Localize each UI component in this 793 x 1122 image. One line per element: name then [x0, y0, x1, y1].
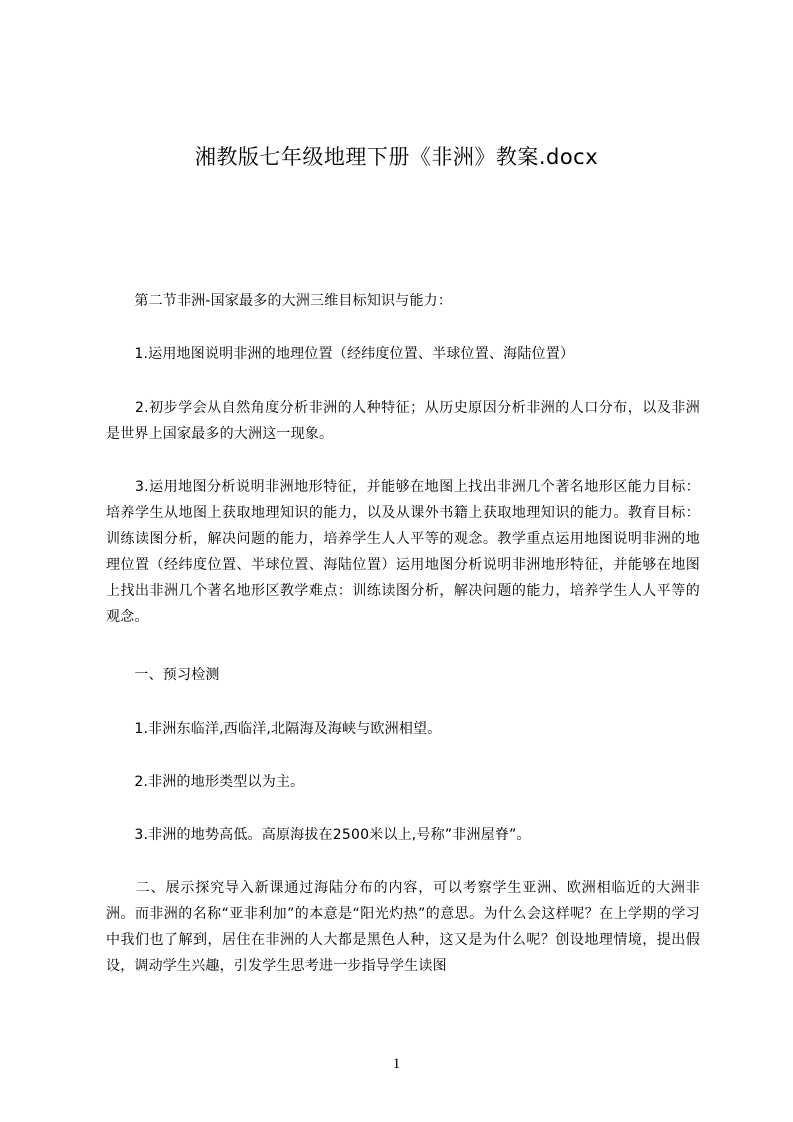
paragraph-objective-3: 3.运用地图分析说明非洲地形特征，并能够在地图上找出非洲几个著名地形区能力目标：培养学生从地图上获取地理知识的能力，以及从课外书籍上获取地理知识的能力。教育目标：训练读图分析，解决问题的能力，培养学生人人平等的观念。教学重点运用地图说明非洲的地理位置（经纬度位置、半球位置、海陆位置）运用地图分析说明非洲地形特征，并能够在地图上找出非洲几个著名地形区教学难点：训练读图分析，解决问题的能力，培养学生人人平等的观念。 — [106, 479, 700, 625]
page-number: 1 — [392, 1056, 401, 1072]
paragraph-section-heading: 第二节非洲-国家最多的大洲三维目标知识与能力： — [106, 293, 453, 309]
document-title: 湘教版七年级地理下册《非洲》教案.docx — [194, 145, 599, 169]
paragraph-preview-3: 3.非洲的地势高低。高原海拔在2500米以上,号称”非洲屋脊”。 — [106, 827, 531, 843]
paragraph-explore: 二、展示探究导入新课通过海陆分布的内容，可以考察学生亚洲、欧洲相临近的大洲非洲。而非洲的名称“亚非利加”的本意是“阳光灼热”的意思。为什么会这样呢？在上学期的学习中我们也了解到，居住在非洲的人大都是黑色人种，这又是为什么呢？创设地理情境，提出假设，调动学生兴趣，引发学生思考进一步指导学生读图 — [106, 880, 700, 974]
paragraph-preview-1: 1.非洲东临洋,西临洋,北隔海及海峡与欧洲相望。 — [106, 721, 442, 737]
paragraph-objective-2: 2.初步学会从自然角度分析非洲的人种特征；从历史原因分析非洲的人口分布，以及非洲是世界上国家最多的大洲这一现象。 — [106, 400, 700, 442]
paragraph-preview-heading: 一、预习检测 — [106, 667, 220, 683]
paragraph-objective-1: 1.运用地图说明非洲的地理位置（经纬度位置、半球位置、海陆位置） — [106, 346, 575, 362]
paragraph-preview-2: 2.非洲的地形类型以为主。 — [106, 774, 305, 790]
